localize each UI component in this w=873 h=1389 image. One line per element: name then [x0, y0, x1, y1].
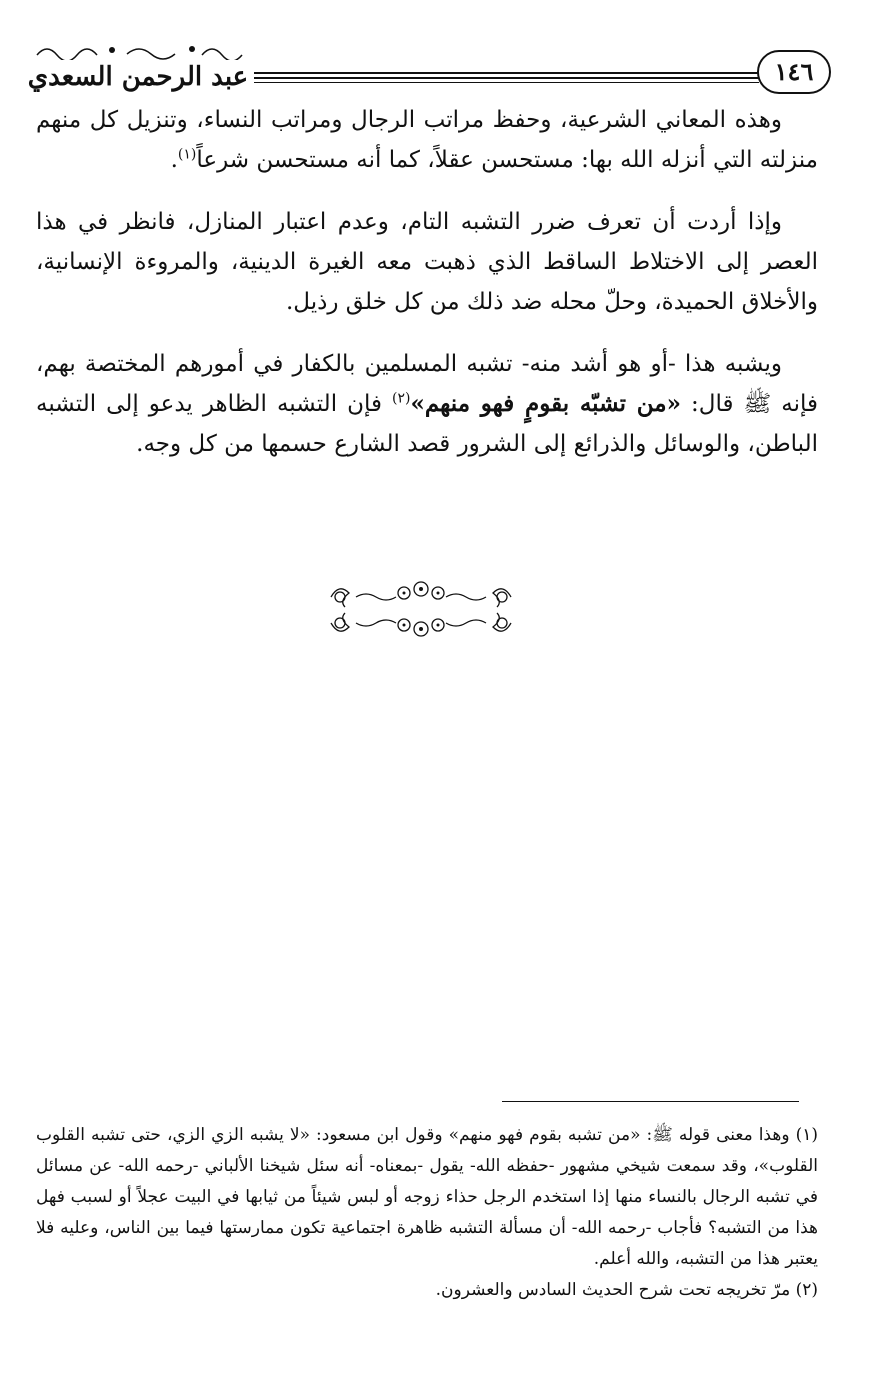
- footnote-1: (١) وهذا معنى قوله ﷺ: «من تشبه بقوم فهو منهم» وقول ابن مسعود: «لا يشبه الزي الزي، حتى تشبه القلوب القلوب»، وقد سمعت شيخي مشهور -حفظه الله- يقول -بمعناه- أنه سئل شيخنا الألباني -رحمه الله- عن مسائل في تشبه الرجال بالنساء منها إذا استخدم الرجل حذاء زوجه أو لبس شيئاً من ثيابها في البيت عجلاً أو لسبب فهل هذا من التشبه؟ فأجاب -رحمه الله- أن مسألة التشبه ظاهرة اجتماعية تكون ممارستها فيما بين الناس، وعليه فلا يعتبر هذا من التشبه، والله أعلم.: [36, 1125, 818, 1269]
- hadith-quote: «من تشبّه بقومٍ فهو منهم»: [410, 390, 681, 417]
- paragraph-2: وإذا أردت أن تعرف ضرر التشبه التام، وعدم اعتبار المنازل، فانظر في هذا العصر إلى الاختلاط الساقط الذي ذهبت معه الغيرة الدينية، والمروءة الإنسانية، والأخلاق الحميدة، وحلّ محله ضد ذلك من كل خلق رذيل.: [36, 209, 818, 315]
- footnote-ref-2: (٢): [392, 390, 411, 407]
- page-number: ١٤٦: [757, 50, 831, 94]
- footnote-ref-1: (١): [177, 146, 197, 163]
- running-header: [22, 34, 832, 104]
- main-text: [36, 100, 818, 486]
- footnote-2: (٢) مرّ تخريجه تحت شرح الحديث السادس والعشرون.: [435, 1280, 818, 1300]
- header-rule-thin: [254, 82, 759, 83]
- paragraph-1-text: وهذه المعاني الشرعية، وحفظ مراتب الرجال ومراتب النساء، وتنزيل كل منهم منزلته التي أنزله الله بها: مستحسن عقلاً، كما أنه مستحسن شرعاً: [36, 107, 818, 173]
- paragraph-3: [36, 344, 818, 464]
- footnotes: [36, 1120, 818, 1306]
- paragraph-1: [36, 100, 818, 180]
- paragraph-1-end: .: [170, 147, 178, 173]
- paragraph-3-intro: ويشبه هذا -أو هو أشد منه- تشبه المسلمين بالكفار في أمورهم المختصة بهم، فإنه ﷺ قال:: [36, 351, 819, 417]
- section-ornament-icon: [326, 575, 516, 645]
- header-rule: [254, 72, 759, 79]
- author-calligraphy: عبد الرحمن السعدي: [27, 62, 249, 92]
- footnote-separator: [502, 1101, 799, 1102]
- paragraph-3-rest: فإن التشبه الظاهر يدعو إلى التشبه الباطن، والوسائل والذرائع إلى الشرور قصد الشارع حسمها من كل وجه.: [36, 391, 818, 457]
